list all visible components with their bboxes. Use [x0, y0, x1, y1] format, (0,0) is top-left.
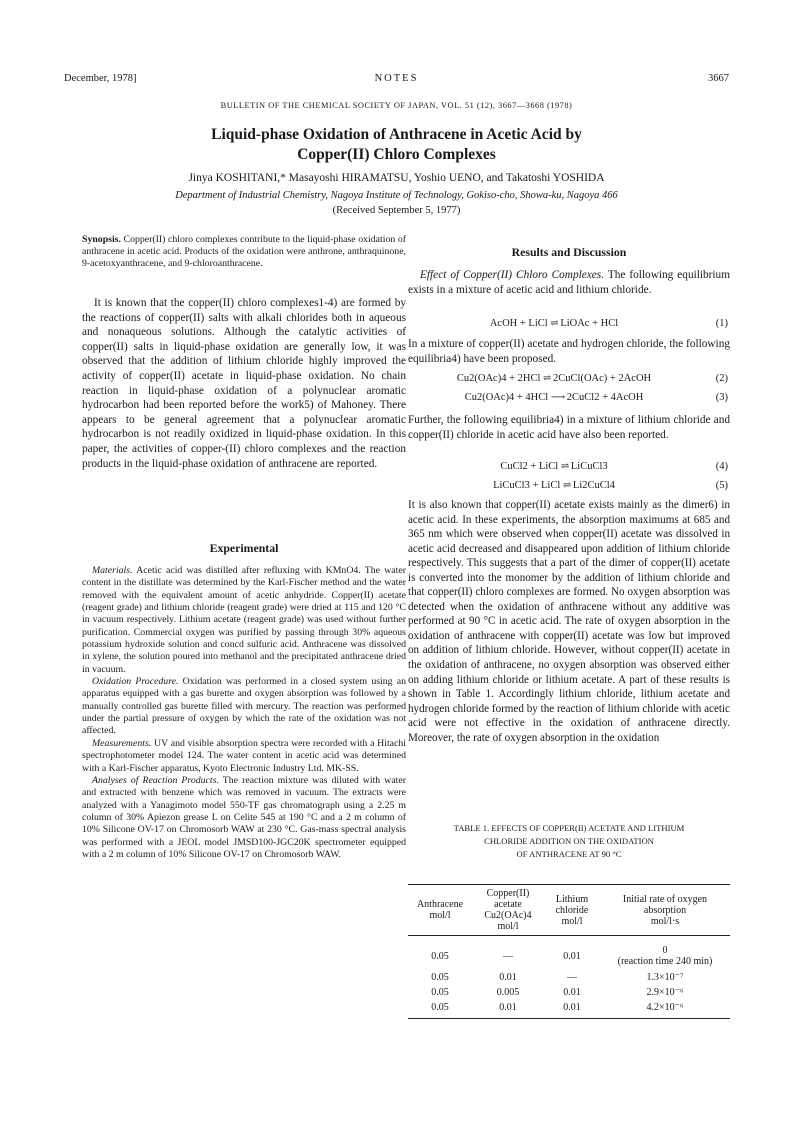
header-text: mol/l	[429, 910, 451, 921]
table-cell: —	[503, 950, 513, 962]
eq2-right: 2CuCl(OAc) + 2AcOH	[553, 373, 652, 384]
introduction	[82, 296, 406, 471]
table-header-row	[408, 888, 730, 936]
materials-paragraph	[82, 565, 406, 676]
results-paragraph-2	[408, 337, 730, 366]
table-cell: 0.05	[431, 950, 449, 962]
header-text: mol/l	[561, 915, 583, 927]
table-bottom-rule	[408, 1018, 730, 1019]
oxidation-paragraph	[82, 676, 406, 738]
results-p1-text: The following equilibrium exists in a mixture of acetic acid and lithium chloride.	[408, 269, 730, 296]
title-line-1: Liquid-phase Oxidation of Anthracene in Acetic Acid by	[211, 126, 582, 143]
results-paragraph-4	[408, 498, 730, 745]
cell-value: 0	[662, 945, 668, 956]
table-cell: 0.01	[499, 1002, 517, 1013]
materials-text: Acetic acid was distilled after refluxing with KMnO4. The water content in the distillate was determined by the Karl-Fischer method and the water removed with the equivalent amount of acetic anhydride. Copper(II) acetate (reagent grade) and lithium chloride (reagent grade) were dried at 115 and 120 °C in vacuum respectively. Lithium acetate (reagent grade) was used without further purification. Commercial oxygen was purified by passing through 30% aqueous potassium hydroxide solution and concd sulfuric acid. Anthracene was dissolved in xylene, the solution poured into methanol and the precipitated anthracene dried in vacuum.	[82, 565, 406, 675]
col-header-anthracene	[408, 888, 472, 936]
results-p2-text: In a mixture of copper(II) acetate and hydrogen chloride, the following equilibria4) have been proposed.	[408, 338, 730, 365]
header-text: Initial rate of oxygen	[622, 893, 708, 905]
measurements-paragraph	[82, 738, 406, 775]
cell-note: (reaction time 240 min)	[617, 956, 713, 967]
header-text: Copper(II)	[486, 888, 530, 899]
table-caption-line-1: TABLE 1. EFFECTS OF COPPER(II) ACETATE AND LITHIUM	[453, 823, 685, 833]
header-date: December, 1978]	[64, 73, 137, 84]
eq3-number: (3)	[715, 392, 728, 403]
analyses-label: Analyses of Reaction Products.	[92, 774, 219, 786]
results-table	[408, 888, 730, 1015]
received-date: (Received September 5, 1977)	[332, 205, 461, 216]
table-cell: 4.2×10⁻⁶	[646, 1002, 684, 1013]
analyses-text: The reaction mixture was diluted with water and extracted with benzene which was removed in vacuum. The extracts were analyzed with a Yanagimoto model 550-TF gas chromatograph using a 2.25 m column of 30% Apiezon grease L on Celite 545 at 190 °C and a 2 m column of 10% Silicone OV-17 on Chromosorb WAW at 230 °C. Gas-mass spectral analysis was performed with a JEOL model JMSD100-JGC20K spectrometer equipped with a 2 m column of 10% Silicone OV-17 on Chromosorb WAW.	[82, 774, 406, 860]
results-p4-text: It is also known that copper(II) acetate exists mainly as the dimer6) in acetic acid. In these experiments, the absorption maximums at 685 and 365 nm which were observed when copper(II) acetate was dissolved in acetic acid decreased and disappeared upon addition of lithium chloride respectively. This suggests that a part of the dimer of copper(II) acetate is converted into the monomer by the addition of lithium chloride and that copper(II) chloro complexes are formed. No oxygen absorption was detected when the oxidation of anthracene without any additive was performed at 90 °C in acetic acid. The rate of oxygen absorption in the oxidation of anthracene with copper(II) acetate was low but improved on addition of lithium chloride. However, without copper(II) acetate in the oxidation of anthracene, no oxygen absorption was observed either on adding lithium chloride or lithium acetate. A part of these results is shown in Table 1. Accordingly lithium chloride, lithium acetate and hydrogen chloride formed by the reaction of lithium chloride with acetic acid were not effective in the oxidation of anthracene directly. Moreover, the rate of oxygen absorption in the oxidation	[408, 499, 730, 744]
header-text: chloride	[555, 904, 589, 916]
eq2-left: Cu2(OAc)4 + 2HCl	[456, 373, 541, 384]
affiliation: Department of Industrial Chemistry, Nagoya Institute of Technology, Gokiso-cho, Showa-ku, Nagoya 466	[175, 190, 618, 201]
table-cell	[600, 942, 730, 970]
equation-1	[408, 318, 730, 333]
header-page-number: 3667	[708, 73, 729, 84]
table-cell: 1.3×10⁻⁷	[646, 972, 684, 983]
equilibrium-arrow-icon: ⇌	[550, 318, 558, 329]
eq5-number: (5)	[715, 480, 728, 491]
header-text: acetate	[494, 899, 522, 910]
col-header-lithium-chloride	[544, 888, 600, 936]
equilibrium-arrow-icon: ⇌	[560, 461, 569, 472]
header-text: Anthracene	[416, 899, 464, 910]
results-paragraph-1	[408, 268, 730, 297]
table-cell: 0.01	[499, 972, 517, 983]
intro-paragraph: It is known that the copper(II) chloro complexes1-4) are formed by the reactions of copper(II) salts with alkali chlorides both in aqueous and nonaqueous solutions. Although the catalytic activities of copper(II) salts in liquid-phase oxidation are generally low, it was observed that the addition of lithium chloride highly improved the activity of copper(II) acetate in liquid-phase oxidation. No chain reaction in liquid-phase oxidation of a polynuclear aromatic hydrocarbon had been reported before the work5) of Mahoney. There appears to be general agreement that a polynuclear aromatic hydrocarbon is not readily oxidized in liquid-phase oxidation. In this paper, the activities of copper-(II) chloro complexes and the reaction products in the liquid-phase oxidation of anthracene are reported.	[82, 297, 406, 470]
table-caption	[408, 822, 730, 861]
eq1-left: AcOH + LiCl	[489, 318, 548, 329]
synopsis-label: Synopsis.	[82, 234, 121, 245]
table-cell: 0.05	[431, 972, 449, 983]
table-top-rule	[408, 884, 730, 885]
col-header-copper-acetate	[472, 888, 544, 936]
results-paragraph-3	[408, 413, 730, 442]
table-row	[408, 985, 730, 1000]
table-cell: 0.01	[563, 987, 581, 998]
results-subheading: Effect of Copper(II) Chloro Complexes.	[420, 269, 605, 281]
header-text: mol/l·s	[650, 915, 680, 927]
measurements-text: UV and visible absorption spectra were recorded with a Hitachi spectrophotometer model 124. The water content in acetic acid was determined with a Karl-Fischer apparatus, Kyoto Electronic Industry Ltd. MK-SS.	[82, 737, 406, 774]
journal-citation: BULLETIN OF THE CHEMICAL SOCIETY OF JAPAN, VOL. 51 (12), 3667—3668 (1978)	[220, 101, 573, 110]
forward-arrow-icon: ⟶	[550, 392, 565, 403]
equation-4	[408, 461, 730, 476]
table-cell: —	[567, 972, 577, 983]
table-caption-line-3: OF ANTHRACENE AT 90 °C	[516, 849, 622, 859]
header-text: Cu2(OAc)4	[484, 910, 532, 921]
analyses-paragraph	[82, 775, 406, 861]
header-section: NOTES	[374, 73, 419, 84]
eq4-left: CuCl2 + LiCl	[500, 461, 559, 472]
oxidation-label: Oxidation Procedure.	[92, 676, 179, 688]
eq3-left: Cu2(OAc)4 + 4HCl	[464, 392, 549, 403]
header-text: Lithium	[555, 893, 589, 905]
table-row	[408, 942, 730, 970]
equilibrium-arrow-icon: ⇌	[543, 373, 551, 384]
eq3-right: 2CuCl2 + 4AcOH	[566, 392, 644, 403]
table-cell: 2.9×10⁻⁶	[646, 987, 684, 998]
table-row	[408, 1000, 730, 1015]
materials-label: Materials.	[92, 565, 133, 576]
author-list: Jinya KOSHITANI,* Masayoshi HIRAMATSU, Yoshio UENO, and Takatoshi YOSHIDA	[188, 172, 605, 184]
table-cell: 0.005	[496, 987, 520, 998]
header-text: mol/l	[497, 921, 519, 932]
table-row	[408, 970, 730, 985]
results-heading: Results and Discussion	[511, 245, 627, 259]
eq1-right: LiOAc + HCl	[560, 318, 619, 329]
measurements-label: Measurements.	[92, 737, 152, 749]
header-text: absorption	[643, 904, 687, 916]
synopsis	[82, 234, 406, 271]
eq5-left: LiCuCl3 + LiCl	[493, 480, 561, 491]
equilibrium-arrow-icon: ⇌	[562, 480, 571, 491]
synopsis-text: Copper(II) chloro complexes contribute to the liquid-phase oxidation of anthracene in acetic acid. Products of the oxidation were anthrone, anthraquinone, 9-acetoxyanthracene, and 9-chloroanthracene.	[82, 234, 406, 270]
table-caption-line-2: CHLORIDE ADDITION ON THE OXIDATION	[484, 836, 654, 846]
col-header-initial-rate	[600, 888, 730, 936]
title-line-2: Copper(II) Chloro Complexes	[297, 146, 496, 163]
table-cell: 0.05	[431, 1002, 449, 1013]
eq4-number: (4)	[715, 461, 728, 472]
table-cell: 0.05	[431, 987, 449, 998]
article-title	[0, 125, 793, 165]
experimental-section	[82, 565, 406, 861]
eq4-right: LiCuCl3	[570, 461, 608, 472]
equation-2	[408, 373, 730, 388]
running-header	[64, 73, 729, 87]
eq2-number: (2)	[715, 373, 728, 384]
eq5-right: Li2CuCl4	[572, 480, 615, 491]
eq1-number: (1)	[715, 318, 728, 329]
equation-5	[408, 480, 730, 495]
table-cell: 0.01	[563, 1002, 581, 1013]
experimental-heading: Experimental	[209, 541, 279, 555]
results-p3-text: Further, the following equilibria4) in a mixture of lithium chloride and copper(II) chloride in acetic acid have also been reported.	[408, 414, 730, 441]
oxidation-text: Oxidation was performed in a closed system using an apparatus equipped with a gas burette and oxygen absorption was followed by a manually controlled gas burette filled with mercury. The reaction was performed under the partial pressure of oxygen by which the rate of the oxidation was not affected.	[82, 676, 406, 737]
table-cell: 0.01	[563, 950, 581, 962]
equation-3	[408, 392, 730, 407]
